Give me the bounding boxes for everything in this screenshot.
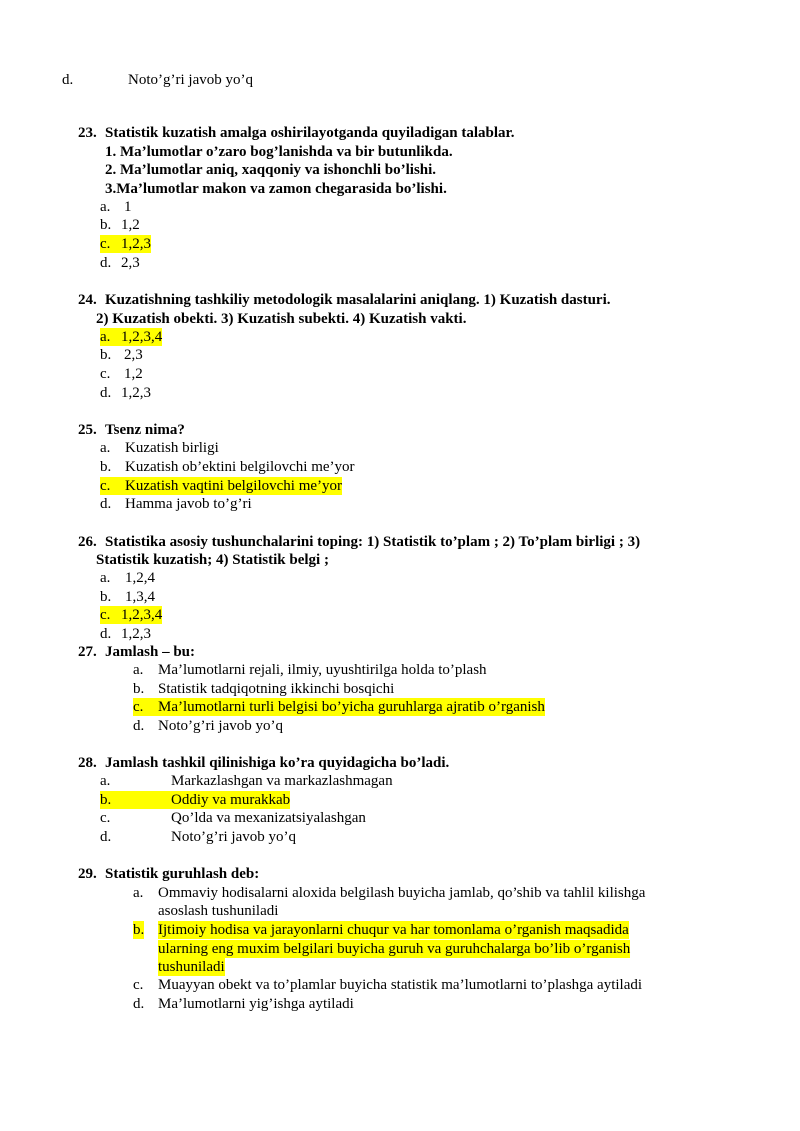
requirement-2: 2. Ma’lumotlar aniq, xaqqoniy va ishonchli bo’lishi. bbox=[105, 162, 437, 178]
option-c-letter: c. bbox=[133, 977, 144, 993]
option-b: b. 2,3 bbox=[100, 347, 143, 363]
option-d: d. 2,3 bbox=[100, 255, 140, 271]
question-title: Statistik guruhlash deb: bbox=[105, 866, 260, 882]
question-title: Kuzatishning tashkiliy metodologik masalalarini aniqlang. 1) Kuzatish dasturi. bbox=[105, 292, 611, 308]
option-d-text: Ma’lumotlarni yig’ishga aytiladi bbox=[158, 996, 354, 1012]
question-number: 26. bbox=[78, 534, 97, 550]
question-number: 24. bbox=[78, 292, 97, 308]
option-a-text-line2: asoslash tushuniladi bbox=[158, 903, 279, 919]
option-a: a. Kuzatish birligi bbox=[100, 440, 219, 456]
question-number: 27. bbox=[78, 644, 97, 660]
option-a-text: Ommaviy hodisalarni aloxida belgilash buyicha jamlab, qo’shib va tahlil kilishga bbox=[158, 885, 646, 901]
question-number: 25. bbox=[78, 422, 97, 438]
option-b: b. Kuzatish ob’ektini belgilovchi me’yor bbox=[100, 459, 355, 475]
option-a-answer: a. 1,2,3,4 bbox=[100, 329, 163, 345]
question-number: 29. bbox=[78, 866, 97, 882]
option-d: d. Noto’g’ri javob yo’q bbox=[100, 829, 296, 845]
option-d: d. 1,2,3 bbox=[100, 626, 151, 642]
question-title: Statistik kuzatish amalga oshirilayotganda quyiladigan talablar. bbox=[105, 125, 515, 141]
option-d: d. 1,2,3 bbox=[100, 385, 151, 401]
question-title-line2: 2) Kuzatish obekti. 3) Kuzatish subekti. 4) Kuzatish vakti. bbox=[96, 311, 467, 327]
option-c: c. Qo’lda va mexanizatsiyalashgan bbox=[100, 810, 366, 826]
option-c-answer: c. Ma’lumotlarni turli belgisi bo’yicha guruhlarga ajratib o’rganish bbox=[133, 699, 545, 715]
option-d: d. Noto’g’ri javob yo’q bbox=[133, 718, 283, 734]
option-b-text-line2: ularning eng muxim belgilari buyicha guruh va guruhchalarga bo’lib o’rganish bbox=[158, 941, 631, 957]
requirement-3: 3.Ma’lumotlar makon va zamon chegarasida bo’lishi. bbox=[105, 181, 447, 197]
option-d: d. Hamma javob to’g’ri bbox=[100, 496, 252, 512]
requirement-1: 1. Ma’lumotlar o’zaro bog’lanishda va bir butunlikda. bbox=[105, 144, 453, 160]
option-a: a. 1,2,4 bbox=[100, 570, 155, 586]
option-b: b. Statistik tadqiqotning ikkinchi bosqichi bbox=[133, 681, 395, 697]
option-c-answer: c. 1,2,3 bbox=[100, 236, 151, 252]
option-a: a. Ma’lumotlarni rejali, ilmiy, uyushtirilga holda to’plash bbox=[133, 662, 487, 678]
option-c-answer: c. Kuzatish vaqtini belgilovchi me’yor bbox=[100, 478, 343, 494]
question-title: Tsenz nima? bbox=[105, 422, 185, 438]
question-title: Jamlash – bu: bbox=[105, 644, 196, 660]
option-b-letter: b. bbox=[133, 922, 145, 938]
option-b: b. 1,3,4 bbox=[100, 589, 155, 605]
option-d-letter: d. bbox=[133, 996, 145, 1012]
question-title: Jamlash tashkil qilinishiga ko’ra quyidagicha bo’ladi. bbox=[105, 755, 450, 771]
option-b: b. 1,2 bbox=[100, 217, 140, 233]
option-text: Noto’g’ri javob yo’q bbox=[128, 72, 253, 88]
question-title-line2: Statistik kuzatish; 4) Statistik belgi ; bbox=[96, 552, 329, 568]
option-a: a. Markazlashgan va markazlashmagan bbox=[100, 773, 393, 789]
option-a: a. 1 bbox=[100, 199, 132, 215]
option-letter: d. bbox=[62, 72, 74, 88]
option-b-text-line3: tushuniladi bbox=[158, 959, 225, 975]
question-number: 23. bbox=[78, 125, 97, 141]
option-c: c. 1,2 bbox=[100, 366, 143, 382]
question-title: Statistika asosiy tushunchalarini toping: 1) Statistik to’plam ; 2) To’plam birligi ; 3) bbox=[105, 534, 641, 550]
question-number: 28. bbox=[78, 755, 97, 771]
option-c-answer: c. 1,2,3,4 bbox=[100, 607, 163, 623]
option-b-answer: b. Oddiy va murakkab bbox=[100, 792, 291, 808]
option-a-letter: a. bbox=[133, 885, 144, 901]
option-c-text: Muayyan obekt va to’plamlar buyicha statistik ma’lumotlarni to’plashga aytiladi bbox=[158, 977, 643, 993]
option-b-text: Ijtimoiy hodisa va jarayonlarni chuqur va har tomonlama o’rganish maqsadida bbox=[158, 922, 629, 938]
